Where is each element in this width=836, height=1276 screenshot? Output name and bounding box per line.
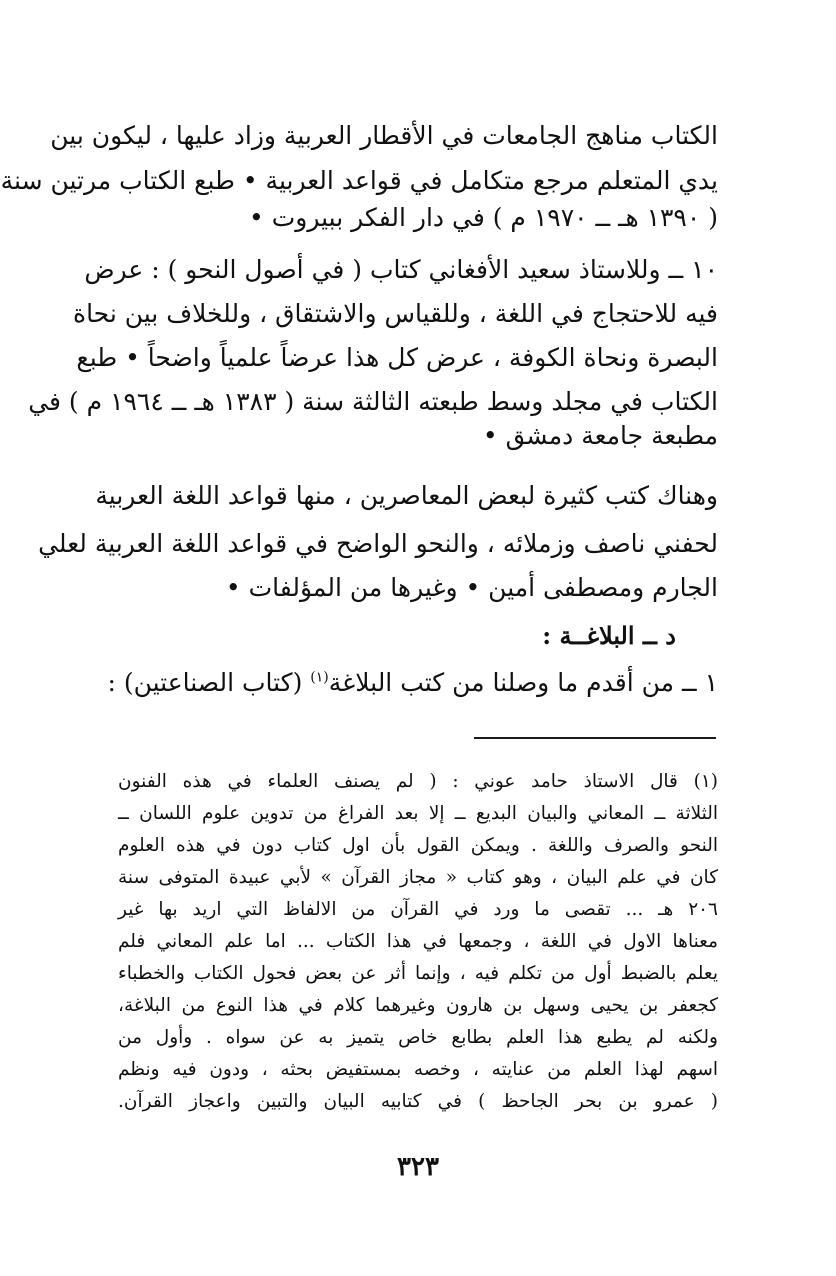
item-title: (كتاب الصناعتين) : xyxy=(107,668,311,697)
body-line: الجارم ومصطفى أمين • وغيرها من المؤلفات • xyxy=(225,573,718,602)
body-line: ١٠ ــ وللاستاذ سعيد الأفغاني كتاب ( في أصول النحو ) : عرض xyxy=(84,255,718,284)
footnote-line: (١) قال الاستاذ حامد عوني : ( لم يصنف العلماء في هذه الفنون xyxy=(118,771,718,792)
body-line: يدي المتعلم مرجع متكامل في قواعد العربية • طبع الكتاب مرتين سنة xyxy=(0,166,718,195)
footnote-line: معناها الاول في اللغة ، وجمعها في هذا الكتاب ... اما علم المعاني فلم xyxy=(118,931,718,952)
body-line: مطبعة جامعة دمشق • xyxy=(482,421,718,450)
body-line: الكتاب في مجلد وسط طبعته الثالثة سنة ( ١٣٨٣ هـ ــ ١٩٦٤ م ) في xyxy=(28,387,718,416)
footnote-line: يعلم بالضبط أول من تكلم فيه ، وإنما أثر عن بعض فحول الكتاب والخطباء xyxy=(118,963,718,984)
body-line: فيه للاحتجاج في اللغة ، وللقياس والاشتقاق ، وللخلاف بين نحاة xyxy=(72,299,718,328)
footnote-line: اسهم لهذا العلم من عنايته ، وخصه بمستفيض بحثه ، ودون فيه ونظم xyxy=(118,1059,718,1080)
footnote-line: النحو والصرف واللغة . ويمكن القول بأن اول كتاب دون في هذه العلوم xyxy=(118,835,718,856)
footnote-divider xyxy=(474,737,716,739)
body-line: لحفني ناصف وزملائه ، والنحو الواضح في قواعد اللغة العربية لعلي xyxy=(38,529,718,558)
body-line: ( ١٣٩٠ هـ ــ ١٩٧٠ م ) في دار الفكر ببيروت • xyxy=(249,203,718,232)
section-heading: د ــ البلاغــة : xyxy=(542,621,676,650)
body-line: الكتاب مناهج الجامعات في الأقطار العربية وزاد عليها ، ليكون بين xyxy=(50,121,718,150)
footnote-line: ( عمرو بن بحر الجاحظ ) في كتابيه البيان والتبين واعجاز القرآن. xyxy=(118,1091,718,1112)
footnote-line: كان في علم البيان ، وهو كتاب « مجاز القرآن » لأبي عبيدة المتوفى سنة xyxy=(118,867,718,888)
footnote-line: كجعفر بن يحيى وسهل بن هارون وغيرهما كلام في هذا النوع من البلاغة، xyxy=(118,995,718,1016)
body-line: البصرة ونحاة الكوفة ، عرض كل هذا عرضاً علمياً واضحاً • طبع xyxy=(76,343,718,372)
body-line: وهناك كتب كثيرة لبعض المعاصرين ، منها قواعد اللغة العربية xyxy=(95,481,718,510)
item-text: ١ ــ من أقدم ما وصلنا من كتب البلاغة xyxy=(328,668,718,697)
footnote-line: الثلاثة ــ المعاني والبيان البديع ــ إلا بعد الفراغ من تدوين علوم اللسان ــ xyxy=(118,803,718,824)
footnote-marker: (١) xyxy=(310,669,329,686)
page-number: ٣٢٣ xyxy=(397,1152,439,1182)
footnote-line: ٢٠٦ هـ ... تقصى ما ورد في القرآن من الالفاظ التي اريد بها غير xyxy=(118,899,718,920)
footnote-line: ولكنه لم يطبع هذا العلم بطابع خاص يتميز به عن سواه . وأول من xyxy=(118,1027,718,1048)
numbered-item xyxy=(107,665,718,701)
